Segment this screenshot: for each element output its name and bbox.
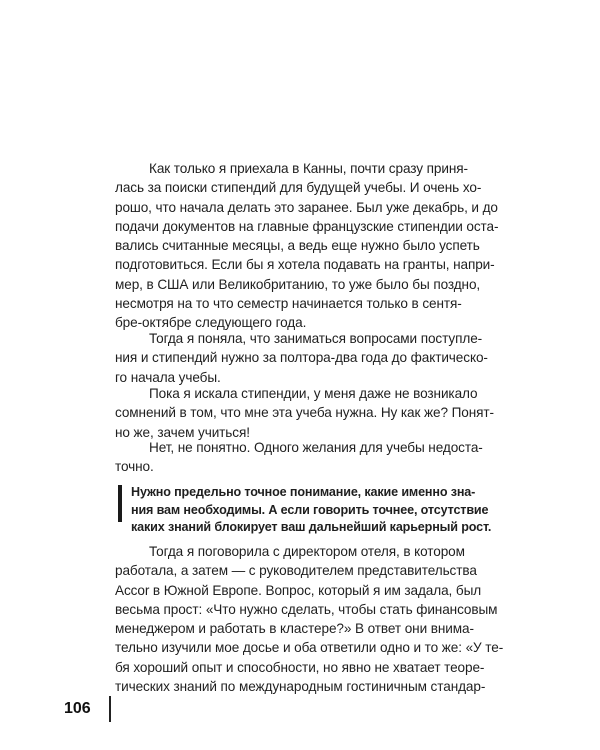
text-line: Тогда я поговорила с директором отеля, в котором xyxy=(149,544,465,559)
text-line: го начала учебы. xyxy=(115,369,221,385)
callout-text xyxy=(131,484,491,537)
paragraph-4 xyxy=(115,438,493,477)
text-line: точно. xyxy=(115,459,154,475)
text-line: рошо, что начала делать это заранее. Был уже декабрь, и до xyxy=(115,199,498,215)
page-number: 106 xyxy=(64,700,91,717)
paragraph-2 xyxy=(115,329,493,387)
paragraph-1 xyxy=(115,159,499,333)
text-line: менеджером и работать в кластере?» В ответ они внима- xyxy=(115,621,474,637)
text-line: подготовиться. Если бы я хотела подавать на гранты, напри- xyxy=(115,257,495,273)
highlight-callout xyxy=(118,484,498,535)
text-line: ния и стипендий нужно за полтора-два года до фактическо- xyxy=(115,350,488,366)
text-line: весьма прост: «Что нужно сделать, чтобы стать финансовым xyxy=(115,601,498,617)
text-line: Accor в Южной Европе. Вопрос, который я им задала, был xyxy=(115,582,482,598)
text-line: Как только я приехала в Канны, почти сразу приня- xyxy=(149,161,468,176)
text-line: но же, зачем учиться! xyxy=(115,424,250,440)
text-line: несмотря на то что семестр начинается только в сентя- xyxy=(115,296,462,312)
callout-line: Нужно предельно точное понимание, какие именно зна- xyxy=(131,485,476,499)
callout-line: каких знаний блокирует ваш дальнейший карьерный рост. xyxy=(131,520,492,535)
text-line: мер, в США или Великобританию, то уже было бы поздно, xyxy=(115,276,481,292)
text-line: Тогда я поняла, что заниматься вопросами поступле- xyxy=(149,331,483,346)
text-line: бре-октябре следующего года. xyxy=(115,315,307,331)
text-line: лась за поиски стипендий для будущей учебы. И очень хо- xyxy=(115,180,482,196)
text-line: сомнений в том, что мне эта учеба нужна. Ну как же? Понят- xyxy=(115,405,494,421)
footer-divider xyxy=(109,696,111,722)
text-line: бя хороший опыт и способности, но явно не хватает теоре- xyxy=(115,659,485,675)
text-line: вались считанные месяцы, а ведь еще нужно было успеть xyxy=(115,238,480,254)
paragraph-3 xyxy=(115,384,493,442)
text-line: работала, а затем — с руководителем представительства xyxy=(115,563,477,579)
text-line: Пока я искала стипендии, у меня даже не возникало xyxy=(149,386,478,401)
text-line: Нет, не понятно. Одного желания для учебы недоста- xyxy=(149,440,483,455)
text-line: тельно изучили мое досье и оба ответили одно и то же: «У те- xyxy=(115,640,504,656)
text-line: подачи документов на главные французские стипендии оста- xyxy=(115,218,499,234)
text-line: тических знаний по международным гостиничным стандар- xyxy=(115,679,486,695)
callout-line: ния вам необходимы. А если говорить точнее, отсутствие xyxy=(131,502,489,517)
callout-bar xyxy=(118,485,122,522)
paragraph-5 xyxy=(115,542,504,696)
